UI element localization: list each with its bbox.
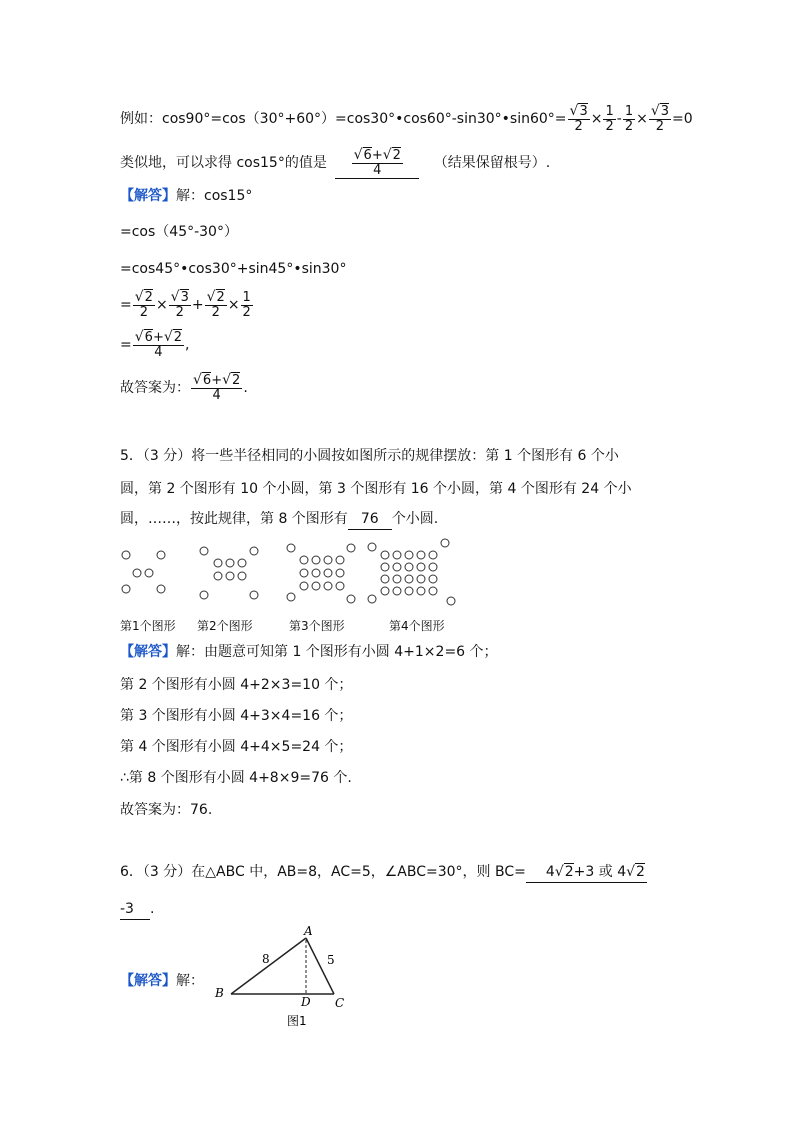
q6-jie: 解： [176, 973, 204, 989]
jie-cos15: 解：cos15° [176, 188, 253, 204]
q5-solution-4: 第 4 个图形有小圆 4+4×5=24 个； [120, 739, 353, 755]
q6-line-2 [120, 899, 154, 920]
answer-note: （结果保留根号）. [433, 155, 551, 171]
caption-figure-2: 第2个图形 [197, 619, 253, 633]
step-1: =cos（45°-30°） [120, 224, 238, 240]
similar-text: 类似地，可以求得 cos15°的值是 [120, 155, 327, 171]
caption-figure-1: 第1个图形 [120, 619, 176, 633]
q6-line-1 [120, 862, 647, 883]
fraction-1-over-2-c: $\frac{1}{2}$ [242, 289, 251, 320]
step-3: = $\frac{√2}{2}$ × $\frac{√3}{2}$ + $\frac{√2}{2}$ × $\frac{1}{2}$ [120, 289, 251, 320]
fraction-result: $\frac{√6+√2}{4}$ [134, 329, 183, 360]
vertex-c-label: C [335, 996, 345, 1010]
q5-line-1: 5．（3 分）将一些半径相同的小圆按如图所示的规律摆放：第 1 个图形有 6 个小 [120, 448, 619, 464]
q5-line-3-suffix: 个小圆. [391, 511, 439, 527]
q5-final: 故答案为：76. [120, 802, 213, 818]
jieda-label-q6: 【解答】 [120, 973, 176, 989]
vertex-b-label: B [215, 986, 224, 1000]
final-fraction: $\frac{√6+√2}{4}$ [193, 372, 241, 403]
q6-line-1-prefix: 6．（3 分）在△ABC 中，AB=8，AC=5，∠ABC=30°，则 BC= [120, 864, 526, 880]
jieda-label-q5: 【解答】 [120, 644, 176, 660]
example-line: 例如：cos90°=cos（30°+60°）=cos30°•cos60°-sin30°•sin60°= $\frac{√3}{2}$ × $\frac{1}{2}$ - $\frac{1}{2}$ × $\frac{√3}{2}$ =0 [120, 103, 693, 134]
caption-figure-4: 第4个图形 [389, 619, 445, 633]
q6-period: . [150, 901, 155, 917]
circle-pattern-figure [115, 535, 465, 615]
q5-solution-2: 第 2 个图形有小圆 4+2×3=10 个； [120, 677, 353, 693]
fraction-sqrt3-over-2-c: $\frac{√3}{2}$ [170, 289, 189, 320]
side-ab-length: 8 [262, 952, 270, 966]
answer-blank-q5: 76 [348, 509, 392, 530]
eq-sign-2: = [120, 337, 132, 353]
fraction-1-over-2-b: $\frac{1}{2}$ [624, 103, 634, 134]
fraction-1-over-2: $\frac{1}{2}$ [605, 103, 614, 134]
jieda-line-q6 [120, 971, 204, 991]
jieda-line-q5 [120, 642, 498, 662]
q5-solution-5: ∴第 8 个图形有小圆 4+8×9=76 个. [120, 770, 352, 786]
fraction-sqrt3-over-2: $\frac{√3}{2}$ [569, 103, 588, 134]
step-2: =cos45°•cos30°+sin45°•sin30° [120, 261, 347, 277]
figure-caption: 图1 [287, 1014, 307, 1028]
answer-blank-q4 [335, 148, 419, 179]
point-d-label: D [301, 995, 311, 1009]
eq-sign: = [120, 297, 132, 313]
jieda-label: 【解答】 [120, 188, 176, 204]
side-ac-length: 5 [327, 953, 335, 967]
triangle-figure [210, 926, 360, 1032]
q5-solution-3: 第 3 个图形有小圆 4+3×4=16 个； [120, 708, 353, 724]
answer-blank-q6-cont: -3 [120, 899, 150, 920]
q5-line-2: 圆，第 2 个图形有 10 个小圆，第 3 个图形有 16 个小圆，第 4 个图形有 24 个小 [120, 481, 632, 497]
q5-line-3-prefix: 圆，……，按此规律，第 8 个图形有 [120, 511, 348, 527]
step-4: = $\frac{√6+√2}{4}$ , [120, 329, 190, 360]
vertex-a-label: A [304, 926, 313, 938]
fraction-sqrt3-over-2-b: $\frac{√3}{2}$ [650, 103, 670, 134]
final-answer-q4: 故答案为： $\frac{√6+√2}{4}$ . [120, 372, 248, 403]
example-tail: =0 [672, 111, 693, 127]
caption-figure-3: 第3个图形 [289, 619, 345, 633]
fraction-sqrt2-over-2-b: $\frac{√2}{2}$ [206, 289, 225, 320]
q5-line-3 [120, 509, 438, 530]
jieda-line-q4 [120, 186, 252, 206]
example-prefix: 例如：cos90°=cos（30°+60°）=cos30°•cos60°-sin30°•sin60°= [120, 111, 567, 127]
answer-fraction-q4: $\frac{√6+√2}{4}$ [353, 147, 401, 178]
q5-solution-1: 解：由题意可知第 1 个图形有小圆 4+1×2=6 个； [176, 644, 498, 660]
answer-blank-q6: 4√2+3 或 4√2 [526, 862, 647, 883]
fraction-sqrt2-over-2: $\frac{√2}{2}$ [134, 289, 153, 320]
similar-line [120, 148, 550, 179]
final-prefix: 故答案为： [120, 380, 190, 396]
